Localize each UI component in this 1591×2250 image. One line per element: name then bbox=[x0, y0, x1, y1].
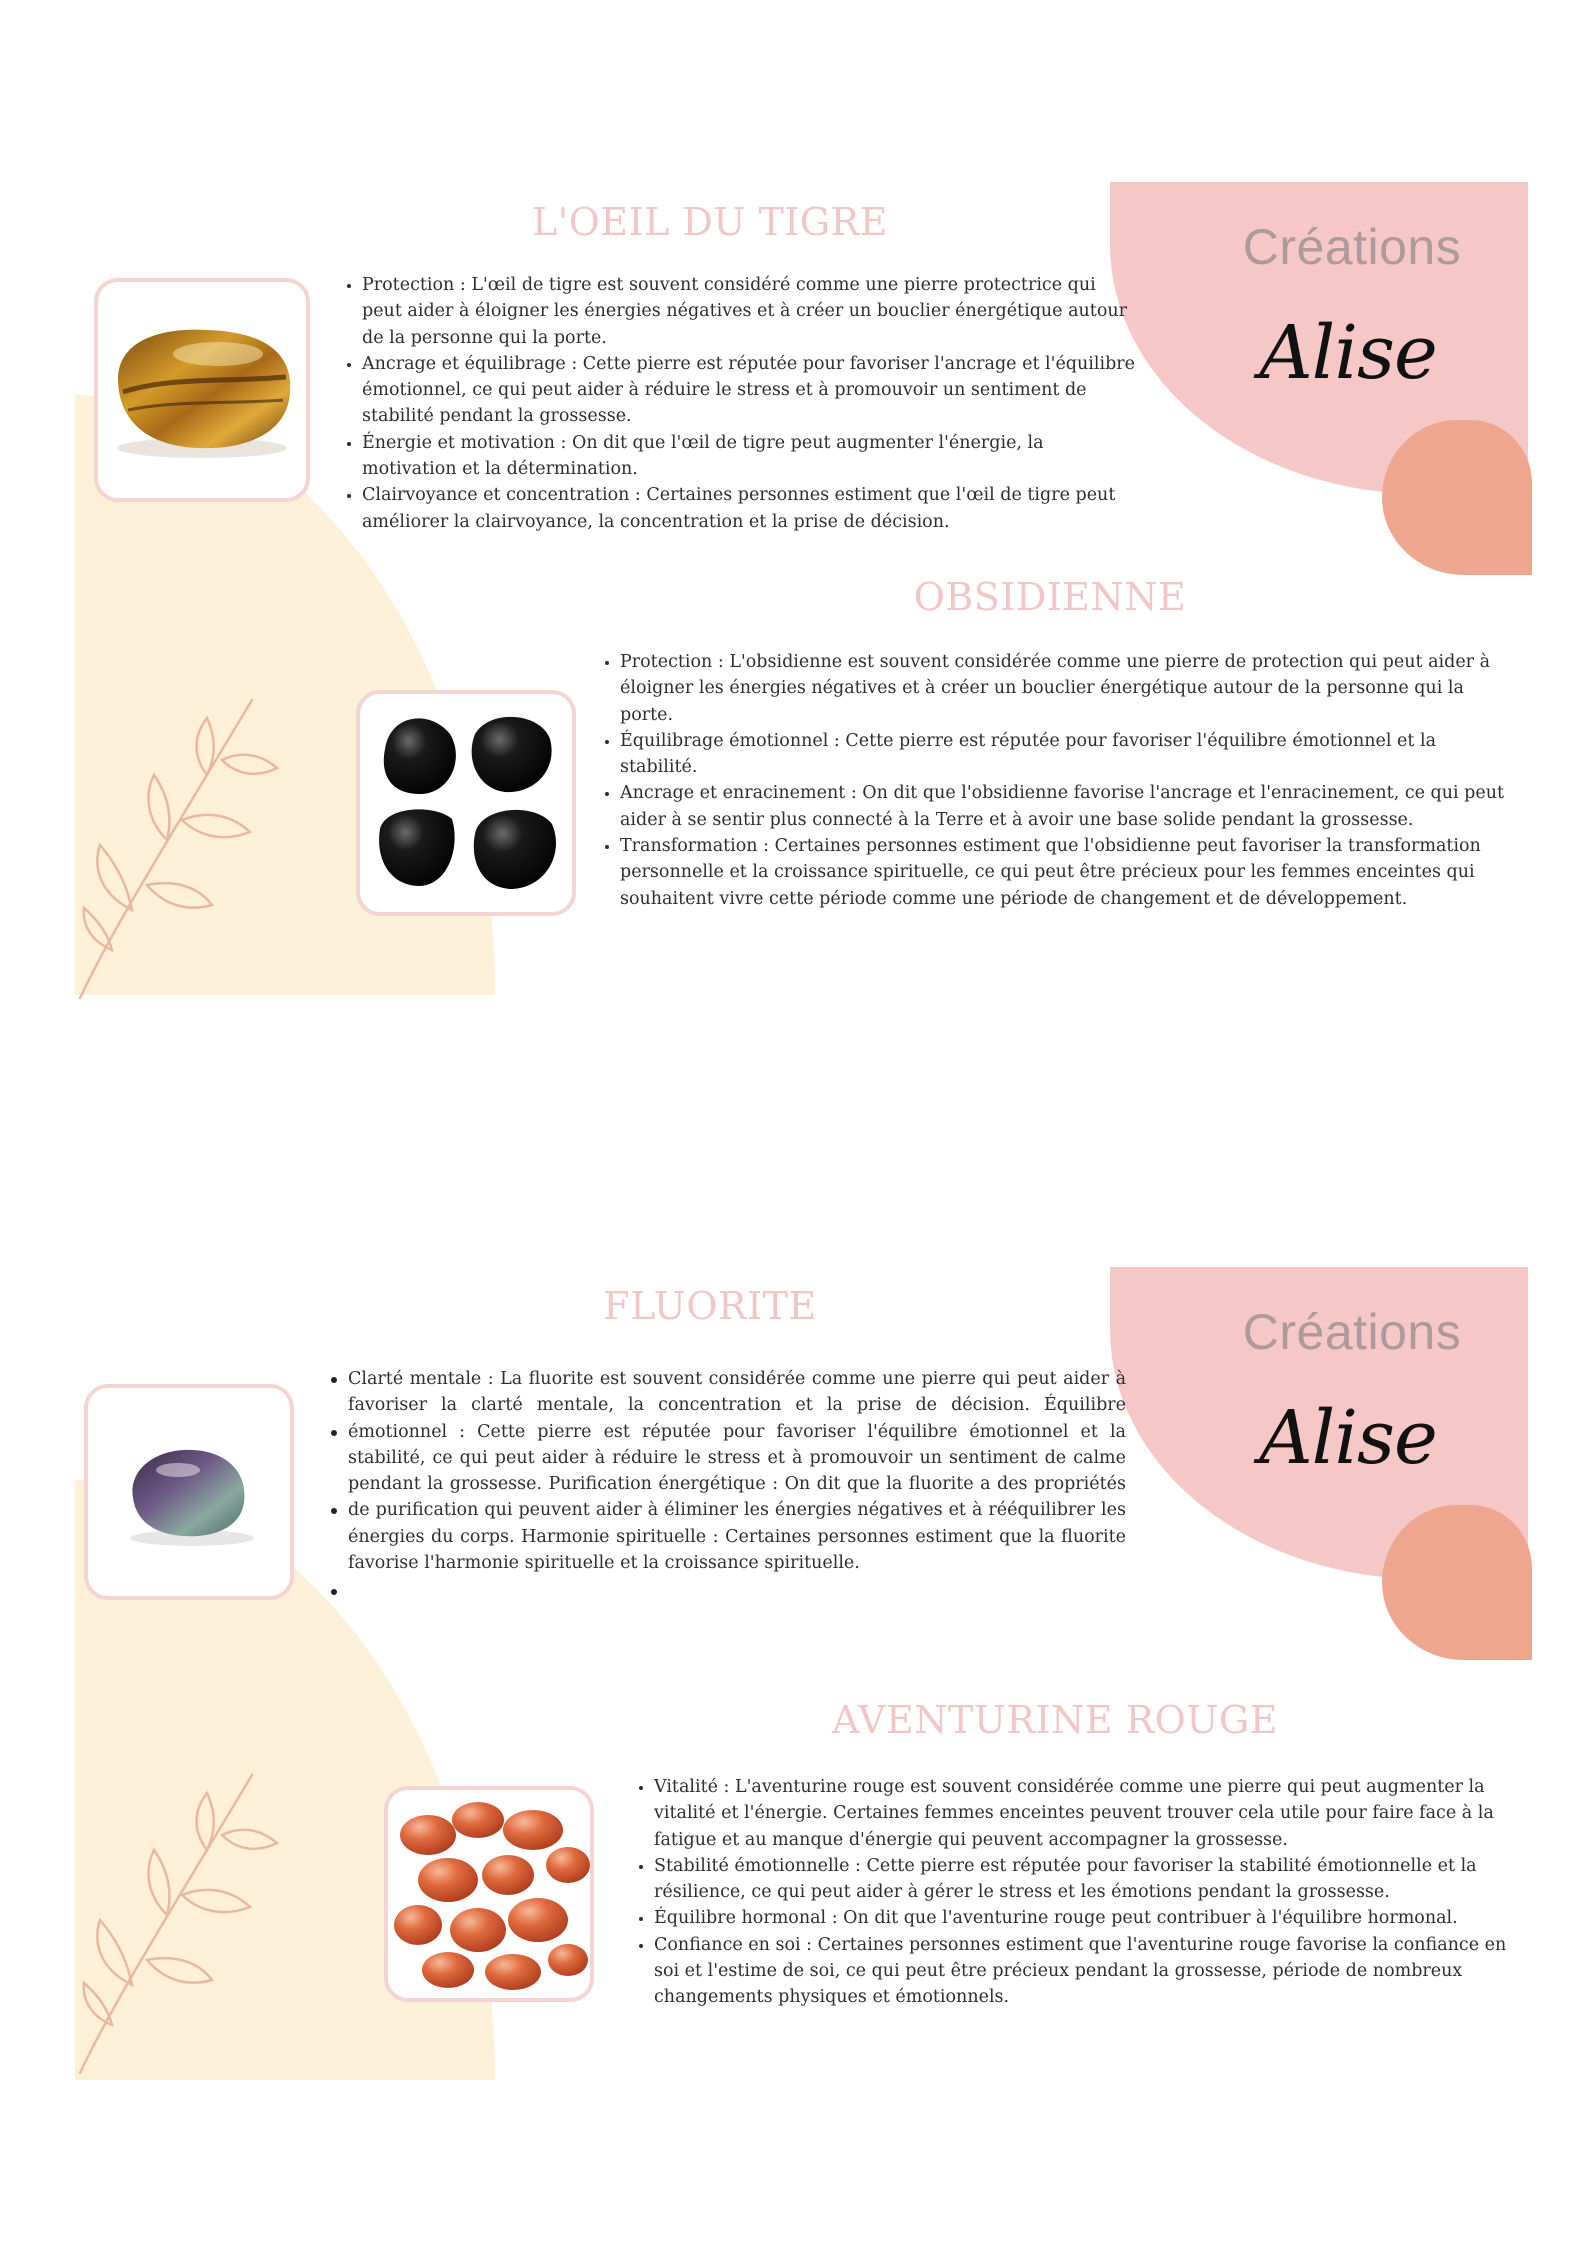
bullet-marker bbox=[331, 1508, 337, 1514]
bullet-marker bbox=[331, 1377, 337, 1383]
peach-blob-shape-top bbox=[1382, 420, 1532, 575]
aventurine-image-frame bbox=[384, 1786, 594, 2002]
fluorite-image-frame bbox=[84, 1384, 294, 1600]
brand-creations-bottom: Créations bbox=[1242, 1304, 1462, 1360]
list-item: • Stabilité émotionnelle : Cette pierre est réputée pour favoriser la stabilité émotionnelle et la résilience, ce qui peut aider à gérer le stress et les émotions pendant la grossesse. bbox=[654, 1853, 1520, 1906]
list-item: • Ancrage et enracinement : On dit que l'obsidienne favorise l'ancrage et l'enracinement, ce qui peut aider à se sentir plus connecté à la Terre et à avoir une base solide pendant la grossesse. bbox=[620, 780, 1510, 833]
list-item: • Protection : L'obsidienne est souvent considérée comme une pierre de protection qui peut aider à éloigner les énergies négatives et à créer un bouclier énergétique autour de la personne qui la porte. bbox=[620, 649, 1510, 728]
bullet-marker bbox=[331, 1430, 337, 1436]
list-item: • Équilibre hormonal : On dit que l'aventurine rouge peut contribuer à l'équilibre hormonal. bbox=[654, 1905, 1520, 1931]
tiger-eye-image-frame bbox=[94, 278, 310, 502]
list-item: • Équilibrage émotionnel : Cette pierre est réputée pour favoriser l'équilibre émotionnel et la stabilité. bbox=[620, 728, 1510, 781]
list-item: • Énergie et motivation : On dit que l'œil de tigre peut augmenter l'énergie, la motivation et la détermination. bbox=[362, 430, 1138, 483]
obsidienne-properties-list bbox=[600, 649, 1510, 912]
list-item: • Ancrage et équilibrage : Cette pierre est réputée pour favoriser l'ancrage et l'équilibre émotionnel, ce qui peut aider à réduire le stress et à promouvoir un sentiment de stabilité pendant la grossesse. bbox=[362, 351, 1138, 430]
section-title-aventurine-rouge: AVENTURINE ROUGE bbox=[832, 1698, 1278, 1742]
list-item: • Confiance en soi : Certaines personnes estiment que l'aventurine rouge favorise la confiance en soi et l'estime de soi, ce qui peut être précieux pendant la grossesse, période de nombreux changements physiques et émotionnels. bbox=[654, 1932, 1520, 2011]
tiger-eye-properties-list bbox=[342, 272, 1138, 535]
section-title-tiger-eye: L'OEIL DU TIGRE bbox=[531, 200, 889, 244]
brand-alise-top: Alise bbox=[1259, 310, 1437, 396]
list-item: • Clairvoyance et concentration : Certaines personnes estiment que l'œil de tigre peut améliorer la clairvoyance, la concentration et la prise de décision. bbox=[362, 482, 1138, 535]
branch-illustration-bottom bbox=[72, 1755, 302, 2075]
obsidian-stones-image bbox=[360, 694, 572, 912]
red-aventurine-stones-image bbox=[388, 1790, 590, 1998]
brand-alise-bottom: Alise bbox=[1259, 1395, 1437, 1481]
fluorite-properties-text: Clarté mentale : La fluorite est souvent considérée comme une pierre qui peut aider à favoriser la clarté mentale, la concentration et la prise de décision. Équilibre émotionnel : Cette pierre est réputée pour favoriser l'équilibre émotionnel et la stabilité, ce qui peut aider à réduire le stress et à promouvoir un sentiment de calme pendant la grossesse. Purification énergétique : On dit que la fluorite a des propriétés de purification qui peuvent aider à éliminer les énergies négatives et à rééquilibrer les énergies du corps. Harmonie spirituelle : Certaines personnes estiment que la fluorite favorise l'harmonie spirituelle et la croissance spirituelle. bbox=[348, 1369, 1126, 1574]
obsidienne-image-frame bbox=[356, 690, 576, 916]
section-title-obsidienne: OBSIDIENNE bbox=[913, 575, 1187, 619]
brand-creations-top: Créations bbox=[1242, 219, 1462, 275]
aventurine-properties-list bbox=[634, 1774, 1520, 2011]
list-item: • Vitalité : L'aventurine rouge est souvent considérée comme une pierre qui peut augmenter la vitalité et l'énergie. Certaines femmes enceintes peuvent trouver cela utile pour faire face à la fatigue et au manque d'énergie qui peuvent accompagner la grossesse. bbox=[654, 1774, 1520, 1853]
bullet-marker bbox=[331, 1589, 337, 1595]
tiger-eye-stone-image bbox=[98, 282, 306, 498]
list-item: • Transformation : Certaines personnes estiment que l'obsidienne peut favoriser la transformation personnelle et la croissance spirituelle, ce qui peut être précieux pour les femmes enceintes qui souhaitent vivre cette période comme une période de changement et de développement. bbox=[620, 833, 1510, 912]
fluorite-stone-image bbox=[88, 1388, 290, 1596]
section-title-fluorite: FLUORITE bbox=[603, 1284, 817, 1328]
branch-illustration-top bbox=[72, 680, 302, 1000]
peach-blob-shape-bottom bbox=[1382, 1505, 1532, 1660]
list-item: • Protection : L'œil de tigre est souvent considéré comme une pierre protectrice qui peut aider à éloigner les énergies négatives et à créer un bouclier énergétique autour de la personne qui la porte. bbox=[362, 272, 1138, 351]
